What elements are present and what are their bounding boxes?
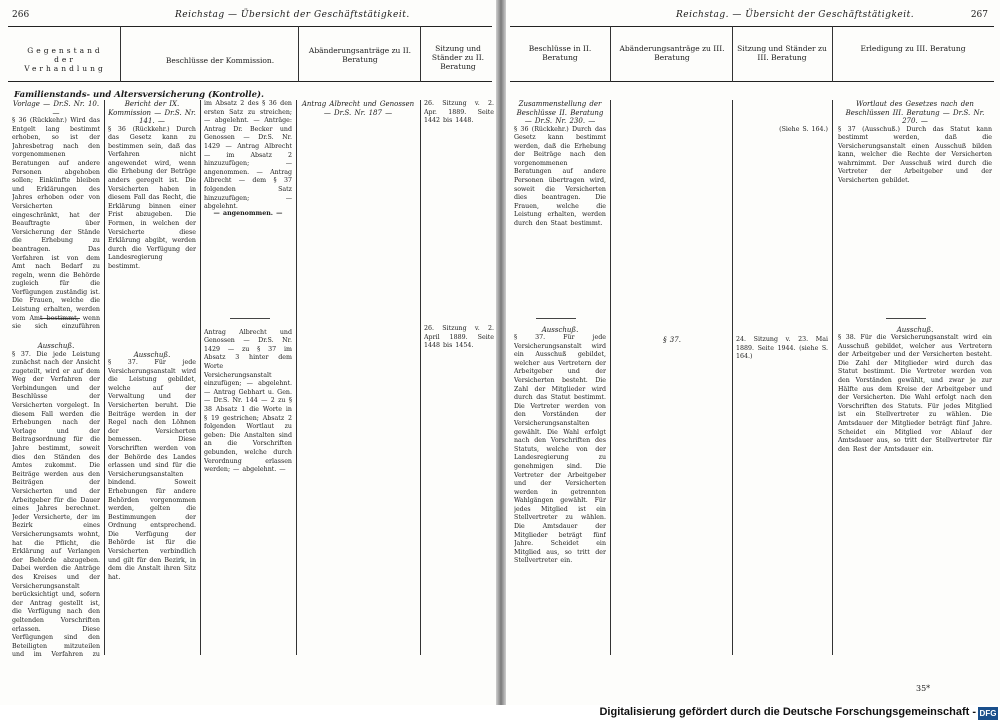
column-divider	[420, 100, 421, 655]
paragraph-36: § 36 (Rückkehr.) Durch das Gesetz kann bestimmt werden, daß die Erhebung der Beiträge nach den vorgenommenen Beratungen auf andere Personen übertragen wird, soweit die Versicherten dies beantragen. Die Frauen, welche die Leistung erhalten, werden durch den Staat bestimmt.	[514, 125, 606, 228]
column-divider	[104, 100, 105, 655]
column-divider	[832, 100, 833, 655]
right-page-number: 267	[970, 10, 988, 20]
column-head: Vorlage — Dr.S. Nr. 10. —	[12, 100, 100, 117]
paragraph-38: § 38. Für die Versicherungsanstalt wird ein Ausschuß gebildet, welcher aus Vertretern der Arbeitgeber und der Versicherten besteht. Die Zahl der Mitglieder wird durch das Statut bestimmt. Die Vertreter werden von den Vorständen gewählt, und zwar je zur Hälfte aus dem Kreise der Arbeitgeber und der Versicherten. Die Wahl erfolgt nach den Vorschriften des Statuts. Für jedes Mitglied ist ein Stellvertreter zu wählen. Die Amtsdauer der Mitglieder beträgt fünf Jahre. Scheidet ein Mitglied vor Ablauf der Amtsdauer aus, so tritt der Stellvertreter für den Rest der Amtsdauer ein.	[838, 334, 992, 453]
amendment-text: Antrag Albrecht und Genossen — Dr.S. Nr. 1429 — zu § 37 im Absatz 3 hinter dem Worte Versicherungsanstalt einzufügen; — abgelehnt. — Antrag Gebhart u. Gen. — Dr.S. Nr. 144 — 2 zu § 38 Absatz 1 die Worte in § 19 gestrichen; Absatz 2 folgenden Wortlaut zu geben: Die Anstalten sind an die Vorschriften gebunden, welche durch Verordnung erlassen werden; — abgelehnt. —	[204, 328, 292, 474]
footer-credit: Digitalisierung gefördert durch die Deutsche Forschungsgemeinschaft -	[599, 706, 976, 718]
header-rule-top	[510, 26, 994, 27]
header-session: Sitzung und Ständer zu II. Beratung	[431, 44, 485, 71]
paragraph-37: § 37. Die jede Leistung zunächst nach der Ansicht zugeteilt, wird er auf dem Weg der Verfahren der Verbindungen und der Beschlüsse der Versicherten vorgelegt. In diesem Fall werden die Erhebungen nach der Vorlage und der Beitragsordnung für die Jahre bestimmt, soweit dies den Ständen des Amtes zukommt. Die Beiträge werden aus den Beiträgen der Versicherten und der Arbeitgeber für die Dauer eines Jahres berechnet. Jeder Versicherte, der im Bezirk eines Versicherungsamts wohnt, hat die Pflicht, die Erklärung auf Verlangen der Behörde abzugeben. Dabei werden die Anträge des Kreises und der Versicherungsanstalt berücksichtigt und, sofern der Antrag gestellt ist, die Verfügung nach den geltenden Vorschriften erlassen. Diese Verfügungen sind den Beteiligten mitzuteilen und im Verfahren zu	[12, 350, 100, 659]
column-divider	[732, 26, 733, 82]
column-divider	[298, 26, 299, 82]
paragraph-37: § 37. Für jede Versicherungsanstalt wird ein Ausschuß gebildet, welcher aus Vertretern der Arbeitgeber und der Versicherten besteht. Die Zahl der Mitglieder wird durch das Statut bestimmt. Die Vertreter werden von den Vorständen der Versicherungsanstalten gewählt. Die Wahl erfolgt nach den Vorschriften des Statuts, welche von der Landesregierung zu genehmigen sind. Die Vertreter der Arbeitgeber und der Versicherten werden in getrennten Wahlgängen gewählt. Für jedes Mitglied ist ein Stellvertreter zu wählen. Die Amtsdauer der Mitglieder beträgt fünf Jahre. Scheidet ein Mitglied aus, so tritt der Stellvertreter ein.	[514, 334, 606, 565]
column-divider	[420, 26, 421, 82]
header-second-reading: Beschlüsse in II. Beratung	[528, 44, 592, 62]
amendment-result: — angenommen. —	[213, 210, 283, 217]
spacer	[616, 100, 728, 336]
column-sessions	[424, 100, 494, 660]
column-head: Wortlaut des Gesetzes nach den Beschlüssen III. Beratung — Dr.S. Nr. 270. —	[845, 100, 985, 125]
header-rule-bottom	[510, 81, 994, 82]
paragraph-title: Ausschuß.	[37, 342, 75, 350]
amendment-text: im Absatz 2 des § 36 den ersten Satz zu streichen; — abgelehnt. — Anträge: Antrag Dr. Becker und Genossen — Dr.S. Nr. 1429 — Antrag Albrecht — im Absatz 2 hinzuzufügen; — angenommen. — Antrag Albrecht — dem § 37 folgenden Satz hinzuzufügen; — abgelehnt.	[204, 100, 292, 210]
header-amendments-third: Abänderungsanträge zu III. Beratung	[619, 44, 725, 62]
digitization-footer	[0, 705, 1000, 722]
paragraph-title: Ausschuß.	[896, 325, 934, 334]
right-page	[506, 0, 1000, 705]
signature-number: 35*	[916, 684, 931, 693]
column-divider	[120, 26, 121, 82]
header-disposition: Erledigung zu III. Beratung	[860, 44, 966, 53]
session-entry: 26. Sitzung v. 2. Apr. 1889. Seite 1442 bis 1448.	[424, 100, 494, 125]
left-page	[0, 0, 496, 705]
section-title: Familienstands- und Altersversicherung (Kontrolle).	[14, 90, 264, 100]
column-second-reading	[514, 100, 606, 660]
column-divider	[610, 100, 611, 655]
column-commission	[108, 100, 196, 660]
paragraph-36: § 36 (Rückkehr.) Durch das Gesetz kann zu bestimmen sein, daß das Verfahren nicht angewendet wird, wenn die Erhebung der Beträge anders geregelt ist. Die Versicherten haben in diesem Fall das Recht, die Erklärung binnen einer Frist abzugeben. Die Formen, in welchen der Versicherte diese Erklärung abgibt, werden durch die Verfügung der Landesregierung bestimmt.	[108, 125, 196, 270]
header-commission: Beschlüsse der Kommission.	[165, 56, 275, 65]
paragraph-36: § 36 (Rückkehr.) Wird das Entgelt lang bestimmt erhoben, so ist der Jahresbetrag nach den vorgenommenen Beratungen auf andere Personen abgehoben sollen; Einkünfte bleiben und Erklärungen des Jahres erhoben oder von Versicherten eingeschränkt, hat der Beauftragte über Versicherung der Stände die Erhebung zu beantragen. Das Verfahren ist von dem Amt nach Bedarf zu regeln, wenn die Behörde zugleich für die Verfügungen zuständig ist. Die Frauen, welche die Leistung erhalten, werden vom Amt bestimmt, wenn sie sich einzuführen	[12, 117, 100, 331]
session-entry: 24. Sitzung v. 23. Mai 1889. Seite 1944. (siehe S. 164.)	[736, 336, 828, 361]
column-amendments-third	[616, 100, 728, 660]
column-vorlage	[12, 100, 100, 660]
column-head-block	[300, 100, 416, 660]
left-running-head: Reichstag — Übersicht der Geschäftstätigkeit.	[175, 10, 410, 20]
session-entry: 26. Sitzung v. 2. April 1889. Seite 1448 bis 1454.	[424, 325, 494, 350]
column-final-text	[838, 100, 992, 660]
paragraph-37: § 37. Für jede Versicherungsanstalt wird die Leistung gebildet, welche auf der Verwaltung und der Versicherten beruht. Die Beiträge werden in der Regel nach den Löhnen der Versicherten bemessen. Diese Vorschriften werden von der Behörde des Landes erlassen und sind für die Versicherungsanstalten bindend. Soweit Erhebungen für andere Behörden vorgenommen werden, gelten die Bestimmungen der Ordnung entsprechend. Die Verfügung der Behörde ist für die Versicherten verbindlich und gilt für den Bezirk, in dem die Anstalt ihren Sitz hat.	[108, 359, 196, 581]
column-amendments	[204, 100, 292, 660]
right-running-head: Reichstag. — Übersicht der Geschäftstätigkeit.	[676, 10, 915, 20]
column-divider	[296, 100, 297, 655]
paragraph-37: § 37 (Ausschuß.) Durch das Statut kann bestimmt werden, daß die Versicherungsanstalt einen Ausschuß bilden kann, welcher die Rechte der Versicherten wahrnimmt. Der Ausschuß wird durch die Vertreter der Arbeitgeber und der Versicherten gebildet.	[838, 125, 992, 185]
column-head: Antrag Albrecht und Genossen — Dr.S. Nr. 187 —	[301, 100, 415, 117]
paragraph-title: Ausschuß.	[133, 350, 171, 359]
session-ref: (Siehe S. 164.)	[779, 126, 828, 133]
paragraph-title: Ausschuß.	[541, 325, 579, 334]
column-divider	[732, 100, 733, 655]
header-session-third: Sitzung und Ständer zu III. Beratung	[737, 44, 827, 62]
column-divider	[832, 26, 833, 82]
dfg-logo: DFG	[979, 709, 997, 718]
column-session-third	[736, 100, 828, 660]
book-gutter	[496, 0, 506, 705]
column-head: Bericht der IX. Kommission — Dr.S. Nr. 141. —	[108, 100, 196, 125]
header-subject: Gegenstand der Verhandlung	[24, 46, 106, 73]
header-amendments: Abänderungsanträge zu II. Beratung	[308, 46, 412, 64]
column-divider	[610, 26, 611, 82]
column-divider	[200, 100, 201, 655]
paragraph-ref: § 37.	[663, 336, 681, 344]
column-head: Zusammenstellung der Beschlüsse II. Beratung — Dr.S. Nr. 230. —	[516, 100, 604, 125]
left-page-number: 266	[12, 10, 30, 20]
